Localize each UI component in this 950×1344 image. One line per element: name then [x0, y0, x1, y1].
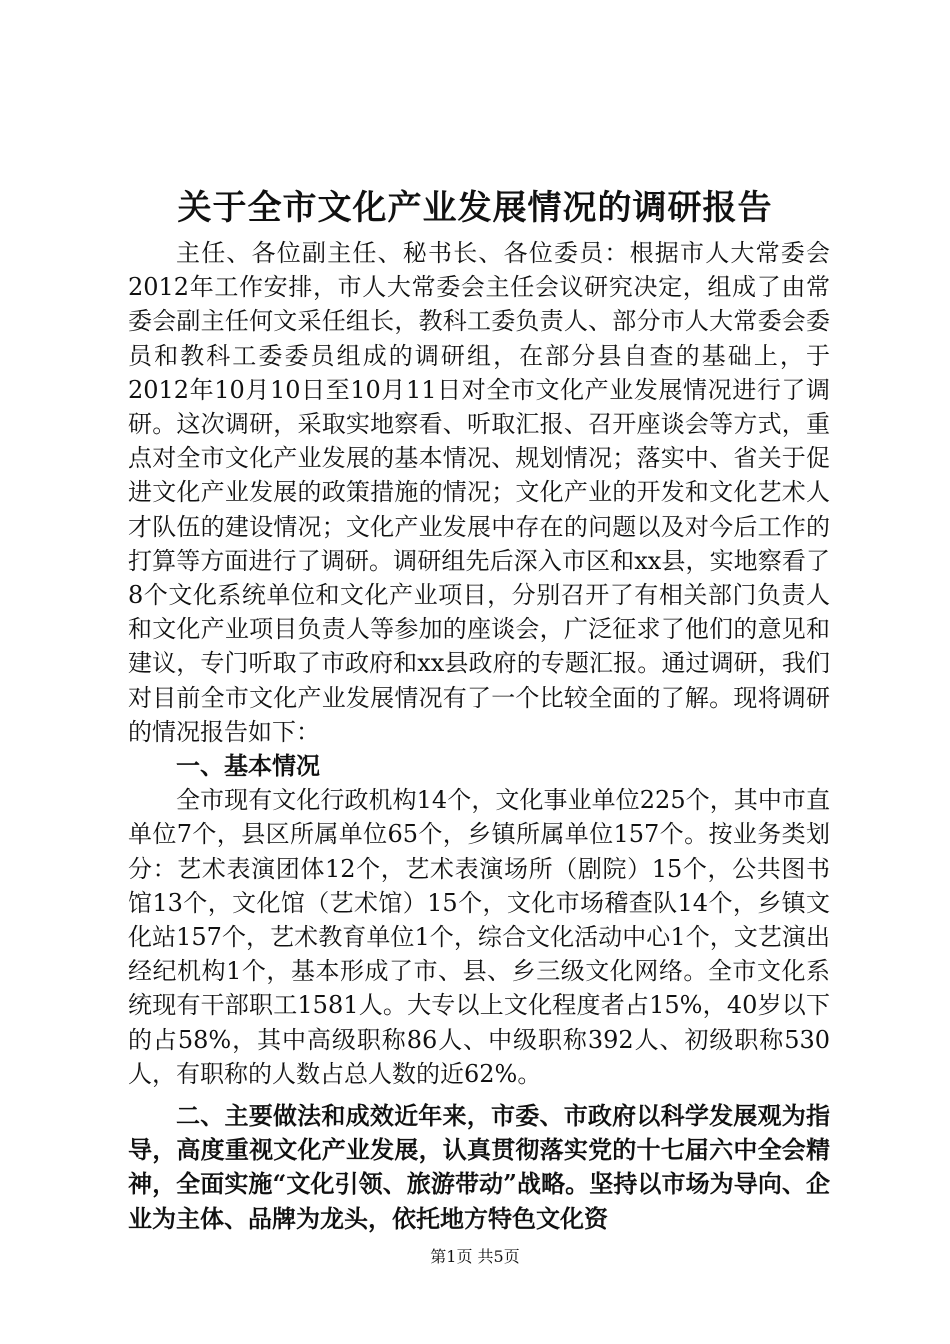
document-title: 关于全市文化产业发展情况的调研报告: [177, 188, 773, 228]
document-body: [128, 236, 830, 1236]
basic-situation-paragraph: 全市现有文化行政机构14个，文化事业单位225个，其中市直单位7个，县区所属单位65个，乡镇所属单位157个。按业务类划分：艺术表演团体12个，艺术表演场所（剧院）15个，公共图书馆13个，文化馆（艺术馆）15个，文化市场稽查队14个，乡镇文化站157个，艺术教育单位1个，综合文化活动中心1个，文艺演出经纪机构1个，基本形成了市、县、乡三级文化网络。全市文化系统现有干部职工1581人。大专以上文化程度者占15%，40岁以下的占58%，其中高级职称86人、中级职称392人、初级职称530人，有职称的人数占总人数的近62%。: [128, 786, 830, 1088]
main-practices-paragraph: 二、主要做法和成效近年来，市委、市政府以科学发展观为指导，高度重视文化产业发展，认真贯彻落实党的十七届六中全会精神，全面实施“文化引领、旅游带动”战略。坚持以市场为导向、企业为主体、品牌为龙头，依托地方特色文化资: [128, 1101, 830, 1233]
page-number-footer: 第1页 共5页: [430, 1247, 520, 1266]
section-heading-basic-situation: 一、基本情况: [176, 751, 320, 781]
intro-paragraph: 主任、各位副主任、秘书长、各位委员：根据市人大常委会2012年工作安排，市人大常委会主任会议研究决定，组成了由常委会副主任何文采任组长，教科工委负责人、部分市人大常委会委员和教科工委委员组成的调研组，在部分县自查的基础上，于2012年10月10日至10月11日对全市文化产业发展情况进行了调研。这次调研，采取实地察看、听取汇报、召开座谈会等方式，重点对全市文化产业发展的基本情况、规划情况；落实中、省关于促进文化产业发展的政策措施的情况；文化产业的开发和文化艺术人才队伍的建设情况；文化产业发展中存在的问题以及对今后工作的打算等方面进行了调研。调研组先后深入市区和xx县，实地察看了8个文化系统单位和文化产业项目，分别召开了有相关部门负责人和文化产业项目负责人等参加的座谈会，广泛征求了他们的意见和建议，专门听取了市政府和xx县政府的专题汇报。通过调研，我们对目前全市文化产业发展情况有了一个比较全面的了解。现将调研的情况报告如下：: [128, 239, 830, 746]
